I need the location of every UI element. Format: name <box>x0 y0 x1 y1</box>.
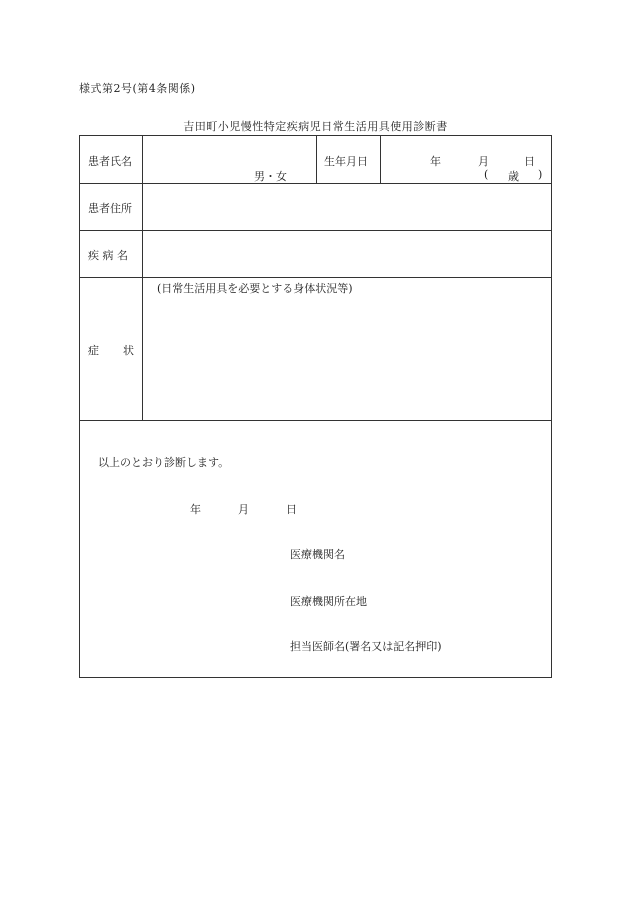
gender-options[interactable]: 男・女 <box>254 170 287 183</box>
symptoms-label-part1: 症 <box>88 344 99 357</box>
institution-name-field[interactable] <box>355 541 545 563</box>
symptoms-field[interactable] <box>143 296 551 419</box>
form-number: 様式第2号(第4条関係) <box>79 82 196 95</box>
age-open-paren: ( <box>484 168 489 181</box>
certification-date-field[interactable] <box>140 496 310 518</box>
symptoms-note: (日常生活用具を必要とする身体状況等) <box>157 282 353 295</box>
symptoms-label-part2: 状 <box>123 344 134 357</box>
institution-address-label: 医療機関所在地 <box>290 595 367 608</box>
certification-month-unit: 月 <box>238 503 249 516</box>
row-divider-symptoms <box>80 420 551 421</box>
age-close-paren: ) <box>538 168 543 181</box>
form-title: 吉田町小児慢性特定疾病児日常生活用具使用診断書 <box>183 120 448 133</box>
certification-year-unit: 年 <box>190 503 201 516</box>
birth-year-unit: 年 <box>430 155 441 168</box>
row-divider-disease <box>80 277 551 278</box>
gender-column-divider <box>316 136 317 183</box>
doctor-name-label: 担当医師名(署名又は記名押印) <box>290 640 442 653</box>
age-unit: 歳 <box>508 170 519 183</box>
patient-name-field[interactable] <box>143 137 315 182</box>
certification-day-unit: 日 <box>286 503 297 516</box>
diagnosis-form-table <box>79 135 552 678</box>
birth-date-label: 生年月日 <box>324 155 368 168</box>
birth-day-unit: 日 <box>524 155 535 168</box>
patient-address-label: 患者住所 <box>88 202 132 215</box>
institution-address-field[interactable] <box>370 588 545 610</box>
patient-name-label: 患者氏名 <box>88 155 132 168</box>
institution-name-label: 医療機関名 <box>290 548 345 561</box>
disease-name-field[interactable] <box>143 231 551 276</box>
doctor-signature-field[interactable] <box>290 656 545 676</box>
certification-statement: 以上のとおり診断します。 <box>98 456 230 469</box>
patient-address-field[interactable] <box>143 184 551 229</box>
disease-name-label: 疾 病 名 <box>88 249 128 262</box>
birth-month-unit: 月 <box>478 155 489 168</box>
